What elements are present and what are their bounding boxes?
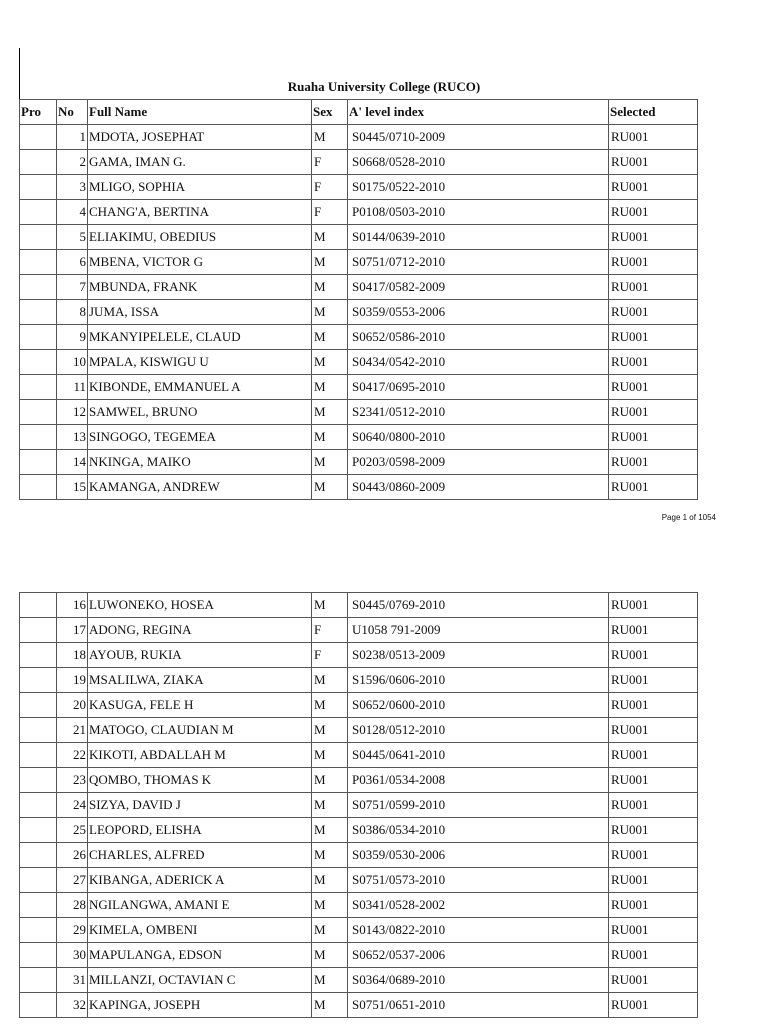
cell-selected: RU001 bbox=[609, 793, 698, 818]
table-row bbox=[20, 793, 698, 818]
cell-sex: M bbox=[312, 300, 348, 325]
cell-pro bbox=[20, 818, 57, 843]
cell-no: 1 bbox=[57, 125, 88, 150]
cell-full-name: MDOTA, JOSEPHAT bbox=[88, 125, 312, 150]
cell-full-name: MILLANZI, OCTAVIAN C bbox=[88, 968, 312, 993]
cell-sex: M bbox=[312, 993, 348, 1018]
cell-pro bbox=[20, 668, 57, 693]
table-row bbox=[20, 325, 698, 350]
cell-no: 22 bbox=[57, 743, 88, 768]
cell-sex: M bbox=[312, 768, 348, 793]
cell-a-level-index: S0652/0586-2010 bbox=[348, 325, 609, 350]
cell-pro bbox=[20, 893, 57, 918]
table-row bbox=[20, 150, 698, 175]
cell-a-level-index: P0203/0598-2009 bbox=[348, 450, 609, 475]
cell-pro bbox=[20, 175, 57, 200]
cell-no: 32 bbox=[57, 993, 88, 1018]
cell-sex: M bbox=[312, 593, 348, 618]
header-a-level-index: A' level index bbox=[348, 100, 609, 125]
cell-pro bbox=[20, 475, 57, 500]
cell-full-name: MKANYIPELELE, CLAUD bbox=[88, 325, 312, 350]
cell-selected: RU001 bbox=[609, 993, 698, 1018]
cell-selected: RU001 bbox=[609, 275, 698, 300]
cell-full-name: CHARLES, ALFRED bbox=[88, 843, 312, 868]
cell-pro bbox=[20, 693, 57, 718]
cell-full-name: KIKOTI, ABDALLAH M bbox=[88, 743, 312, 768]
cell-full-name: LUWONEKO, HOSEA bbox=[88, 593, 312, 618]
cell-a-level-index: S0751/0651-2010 bbox=[348, 993, 609, 1018]
table-row bbox=[20, 350, 698, 375]
cell-full-name: SAMWEL, BRUNO bbox=[88, 400, 312, 425]
cell-a-level-index: S0434/0542-2010 bbox=[348, 350, 609, 375]
cell-selected: RU001 bbox=[609, 225, 698, 250]
cell-full-name: KASUGA, FELE H bbox=[88, 693, 312, 718]
cell-sex: M bbox=[312, 450, 348, 475]
cell-sex: M bbox=[312, 400, 348, 425]
cell-full-name: KAPINGA, JOSEPH bbox=[88, 993, 312, 1018]
cell-full-name: KIBANGA, ADERICK A bbox=[88, 868, 312, 893]
cell-no: 29 bbox=[57, 918, 88, 943]
table-row bbox=[20, 225, 698, 250]
header-selected: Selected bbox=[609, 100, 698, 125]
cell-pro bbox=[20, 618, 57, 643]
cell-a-level-index: S0175/0522-2010 bbox=[348, 175, 609, 200]
cell-full-name: MLIGO, SOPHIA bbox=[88, 175, 312, 200]
cell-pro bbox=[20, 993, 57, 1018]
table-row bbox=[20, 918, 698, 943]
cell-selected: RU001 bbox=[609, 425, 698, 450]
cell-pro bbox=[20, 943, 57, 968]
cell-selected: RU001 bbox=[609, 693, 698, 718]
cell-a-level-index: S0144/0639-2010 bbox=[348, 225, 609, 250]
cell-full-name: MBENA, VICTOR G bbox=[88, 250, 312, 275]
cell-no: 13 bbox=[57, 425, 88, 450]
cell-selected: RU001 bbox=[609, 150, 698, 175]
table-row bbox=[20, 993, 698, 1018]
cell-sex: M bbox=[312, 475, 348, 500]
table-row bbox=[20, 175, 698, 200]
cell-no: 8 bbox=[57, 300, 88, 325]
cell-full-name: GAMA, IMAN G. bbox=[88, 150, 312, 175]
cell-full-name: MATOGO, CLAUDIAN M bbox=[88, 718, 312, 743]
cell-selected: RU001 bbox=[609, 668, 698, 693]
cell-sex: M bbox=[312, 818, 348, 843]
cell-selected: RU001 bbox=[609, 768, 698, 793]
cell-a-level-index: S0143/0822-2010 bbox=[348, 918, 609, 943]
header-sex: Sex bbox=[312, 100, 348, 125]
cell-selected: RU001 bbox=[609, 918, 698, 943]
cell-no: 30 bbox=[57, 943, 88, 968]
cell-selected: RU001 bbox=[609, 818, 698, 843]
cell-full-name: NGILANGWA, AMANI E bbox=[88, 893, 312, 918]
cell-sex: M bbox=[312, 718, 348, 743]
cell-no: 10 bbox=[57, 350, 88, 375]
cell-sex: M bbox=[312, 893, 348, 918]
cell-a-level-index: S0341/0528-2002 bbox=[348, 893, 609, 918]
cell-pro bbox=[20, 868, 57, 893]
cell-sex: M bbox=[312, 743, 348, 768]
cell-no: 21 bbox=[57, 718, 88, 743]
cell-a-level-index: U1058 791-2009 bbox=[348, 618, 609, 643]
cell-full-name: MBUNDA, FRANK bbox=[88, 275, 312, 300]
cell-a-level-index: S0652/0600-2010 bbox=[348, 693, 609, 718]
table-row bbox=[20, 275, 698, 300]
cell-pro bbox=[20, 843, 57, 868]
table-row bbox=[20, 593, 698, 618]
table-row bbox=[20, 818, 698, 843]
cell-no: 5 bbox=[57, 225, 88, 250]
cell-selected: RU001 bbox=[609, 375, 698, 400]
cell-pro bbox=[20, 225, 57, 250]
cell-a-level-index: S0417/0582-2009 bbox=[348, 275, 609, 300]
cell-pro bbox=[20, 718, 57, 743]
table-row bbox=[20, 643, 698, 668]
cell-selected: RU001 bbox=[609, 893, 698, 918]
cell-a-level-index: S0417/0695-2010 bbox=[348, 375, 609, 400]
cell-full-name: SIZYA, DAVID J bbox=[88, 793, 312, 818]
table-row bbox=[20, 200, 698, 225]
cell-sex: M bbox=[312, 375, 348, 400]
cell-no: 24 bbox=[57, 793, 88, 818]
cell-a-level-index: S0668/0528-2010 bbox=[348, 150, 609, 175]
cell-sex: M bbox=[312, 793, 348, 818]
table-row bbox=[20, 300, 698, 325]
cell-no: 27 bbox=[57, 868, 88, 893]
cell-a-level-index: S1596/0606-2010 bbox=[348, 668, 609, 693]
cell-no: 3 bbox=[57, 175, 88, 200]
cell-a-level-index: S0751/0573-2010 bbox=[348, 868, 609, 893]
cell-sex: F bbox=[312, 618, 348, 643]
cell-pro bbox=[20, 300, 57, 325]
header-no: No bbox=[57, 100, 88, 125]
cell-a-level-index: S0751/0712-2010 bbox=[348, 250, 609, 275]
table-row bbox=[20, 943, 698, 968]
cell-a-level-index: P0108/0503-2010 bbox=[348, 200, 609, 225]
table-row bbox=[20, 400, 698, 425]
cell-no: 28 bbox=[57, 893, 88, 918]
cell-full-name: SINGOGO, TEGEMEA bbox=[88, 425, 312, 450]
document-title: Ruaha University College (RUCO) bbox=[287, 79, 481, 94]
cell-full-name: QOMBO, THOMAS K bbox=[88, 768, 312, 793]
cell-pro bbox=[20, 793, 57, 818]
cell-pro bbox=[20, 250, 57, 275]
table-row bbox=[20, 868, 698, 893]
cell-pro bbox=[20, 743, 57, 768]
table-row bbox=[20, 693, 698, 718]
cell-pro bbox=[20, 968, 57, 993]
cell-full-name: JUMA, ISSA bbox=[88, 300, 312, 325]
table-header-row bbox=[20, 100, 698, 125]
cell-selected: RU001 bbox=[609, 450, 698, 475]
cell-a-level-index: S0128/0512-2010 bbox=[348, 718, 609, 743]
cell-no: 2 bbox=[57, 150, 88, 175]
cell-pro bbox=[20, 768, 57, 793]
cell-sex: M bbox=[312, 843, 348, 868]
cell-no: 19 bbox=[57, 668, 88, 693]
cell-no: 11 bbox=[57, 375, 88, 400]
table-row bbox=[20, 375, 698, 400]
cell-sex: M bbox=[312, 425, 348, 450]
cell-sex: M bbox=[312, 693, 348, 718]
cell-full-name: KIBONDE, EMMANUEL A bbox=[88, 375, 312, 400]
table-row bbox=[20, 425, 698, 450]
cell-a-level-index: S0386/0534-2010 bbox=[348, 818, 609, 843]
cell-selected: RU001 bbox=[609, 618, 698, 643]
cell-full-name: ELIAKIMU, OBEDIUS bbox=[88, 225, 312, 250]
cell-full-name: MPALA, KISWIGU U bbox=[88, 350, 312, 375]
admissions-table-page-2 bbox=[19, 592, 698, 1018]
cell-full-name: MAPULANGA, EDSON bbox=[88, 943, 312, 968]
cell-selected: RU001 bbox=[609, 350, 698, 375]
cell-a-level-index: P0361/0534-2008 bbox=[348, 768, 609, 793]
cell-no: 12 bbox=[57, 400, 88, 425]
cell-full-name: KIMELA, OMBENI bbox=[88, 918, 312, 943]
cell-selected: RU001 bbox=[609, 868, 698, 893]
table-row bbox=[20, 668, 698, 693]
cell-sex: M bbox=[312, 350, 348, 375]
table-row bbox=[20, 768, 698, 793]
cell-selected: RU001 bbox=[609, 250, 698, 275]
cell-full-name: ADONG, REGINA bbox=[88, 618, 312, 643]
cell-sex: M bbox=[312, 668, 348, 693]
cell-sex: F bbox=[312, 150, 348, 175]
cell-no: 4 bbox=[57, 200, 88, 225]
header-pro: Pro bbox=[20, 100, 57, 125]
cell-pro bbox=[20, 375, 57, 400]
table-row bbox=[20, 893, 698, 918]
cell-full-name: KAMANGA, ANDREW bbox=[88, 475, 312, 500]
cell-sex: F bbox=[312, 175, 348, 200]
cell-selected: RU001 bbox=[609, 475, 698, 500]
cell-selected: RU001 bbox=[609, 175, 698, 200]
cell-pro bbox=[20, 425, 57, 450]
cell-selected: RU001 bbox=[609, 643, 698, 668]
table-row bbox=[20, 475, 698, 500]
cell-pro bbox=[20, 593, 57, 618]
cell-full-name: MSALILWA, ZIAKA bbox=[88, 668, 312, 693]
cell-pro bbox=[20, 643, 57, 668]
page-number: Page 1 of 1054 bbox=[661, 513, 716, 522]
cell-pro bbox=[20, 918, 57, 943]
cell-no: 14 bbox=[57, 450, 88, 475]
table-row bbox=[20, 718, 698, 743]
cell-pro bbox=[20, 150, 57, 175]
cell-sex: F bbox=[312, 643, 348, 668]
cell-sex: M bbox=[312, 275, 348, 300]
cell-pro bbox=[20, 450, 57, 475]
cell-selected: RU001 bbox=[609, 125, 698, 150]
cell-no: 15 bbox=[57, 475, 88, 500]
cell-a-level-index: S0364/0689-2010 bbox=[348, 968, 609, 993]
cell-a-level-index: S0652/0537-2006 bbox=[348, 943, 609, 968]
cell-no: 31 bbox=[57, 968, 88, 993]
cell-a-level-index: S0443/0860-2009 bbox=[348, 475, 609, 500]
cell-sex: M bbox=[312, 250, 348, 275]
cell-a-level-index: S0359/0530-2006 bbox=[348, 843, 609, 868]
cell-no: 17 bbox=[57, 618, 88, 643]
cell-a-level-index: S2341/0512-2010 bbox=[348, 400, 609, 425]
cell-pro bbox=[20, 200, 57, 225]
cell-pro bbox=[20, 325, 57, 350]
table-row bbox=[20, 250, 698, 275]
cell-no: 18 bbox=[57, 643, 88, 668]
cell-selected: RU001 bbox=[609, 843, 698, 868]
cell-a-level-index: S0445/0769-2010 bbox=[348, 593, 609, 618]
cell-selected: RU001 bbox=[609, 325, 698, 350]
cell-a-level-index: S0359/0553-2006 bbox=[348, 300, 609, 325]
cell-selected: RU001 bbox=[609, 200, 698, 225]
table-row bbox=[20, 968, 698, 993]
cell-no: 26 bbox=[57, 843, 88, 868]
cell-selected: RU001 bbox=[609, 593, 698, 618]
admissions-table-page-1 bbox=[19, 99, 698, 500]
table-row bbox=[20, 450, 698, 475]
page-break bbox=[0, 532, 768, 580]
cell-a-level-index: S0751/0599-2010 bbox=[348, 793, 609, 818]
cell-a-level-index: S0445/0710-2009 bbox=[348, 125, 609, 150]
cell-sex: M bbox=[312, 325, 348, 350]
cell-no: 20 bbox=[57, 693, 88, 718]
cell-pro bbox=[20, 400, 57, 425]
table-row bbox=[20, 125, 698, 150]
cell-full-name: LEOPORD, ELISHA bbox=[88, 818, 312, 843]
cell-pro bbox=[20, 350, 57, 375]
cell-sex: F bbox=[312, 200, 348, 225]
cell-selected: RU001 bbox=[609, 968, 698, 993]
table-row bbox=[20, 743, 698, 768]
cell-sex: M bbox=[312, 918, 348, 943]
cell-no: 9 bbox=[57, 325, 88, 350]
cell-pro bbox=[20, 275, 57, 300]
cell-no: 25 bbox=[57, 818, 88, 843]
cell-sex: M bbox=[312, 968, 348, 993]
cell-sex: M bbox=[312, 225, 348, 250]
cell-no: 16 bbox=[57, 593, 88, 618]
cell-full-name: NKINGA, MAIKO bbox=[88, 450, 312, 475]
cell-sex: M bbox=[312, 868, 348, 893]
header-full-name: Full Name bbox=[88, 100, 312, 125]
cell-no: 6 bbox=[57, 250, 88, 275]
cell-a-level-index: S0238/0513-2009 bbox=[348, 643, 609, 668]
cell-sex: M bbox=[312, 943, 348, 968]
cell-no: 7 bbox=[57, 275, 88, 300]
cell-full-name: CHANG'A, BERTINA bbox=[88, 200, 312, 225]
cell-full-name: AYOUB, RUKIA bbox=[88, 643, 312, 668]
cell-sex: M bbox=[312, 125, 348, 150]
cell-selected: RU001 bbox=[609, 300, 698, 325]
table-row bbox=[20, 843, 698, 868]
cell-selected: RU001 bbox=[609, 943, 698, 968]
table-row bbox=[20, 618, 698, 643]
cell-a-level-index: S0640/0800-2010 bbox=[348, 425, 609, 450]
cell-no: 23 bbox=[57, 768, 88, 793]
cell-selected: RU001 bbox=[609, 718, 698, 743]
cell-a-level-index: S0445/0641-2010 bbox=[348, 743, 609, 768]
cell-selected: RU001 bbox=[609, 400, 698, 425]
cell-selected: RU001 bbox=[609, 743, 698, 768]
cell-pro bbox=[20, 125, 57, 150]
